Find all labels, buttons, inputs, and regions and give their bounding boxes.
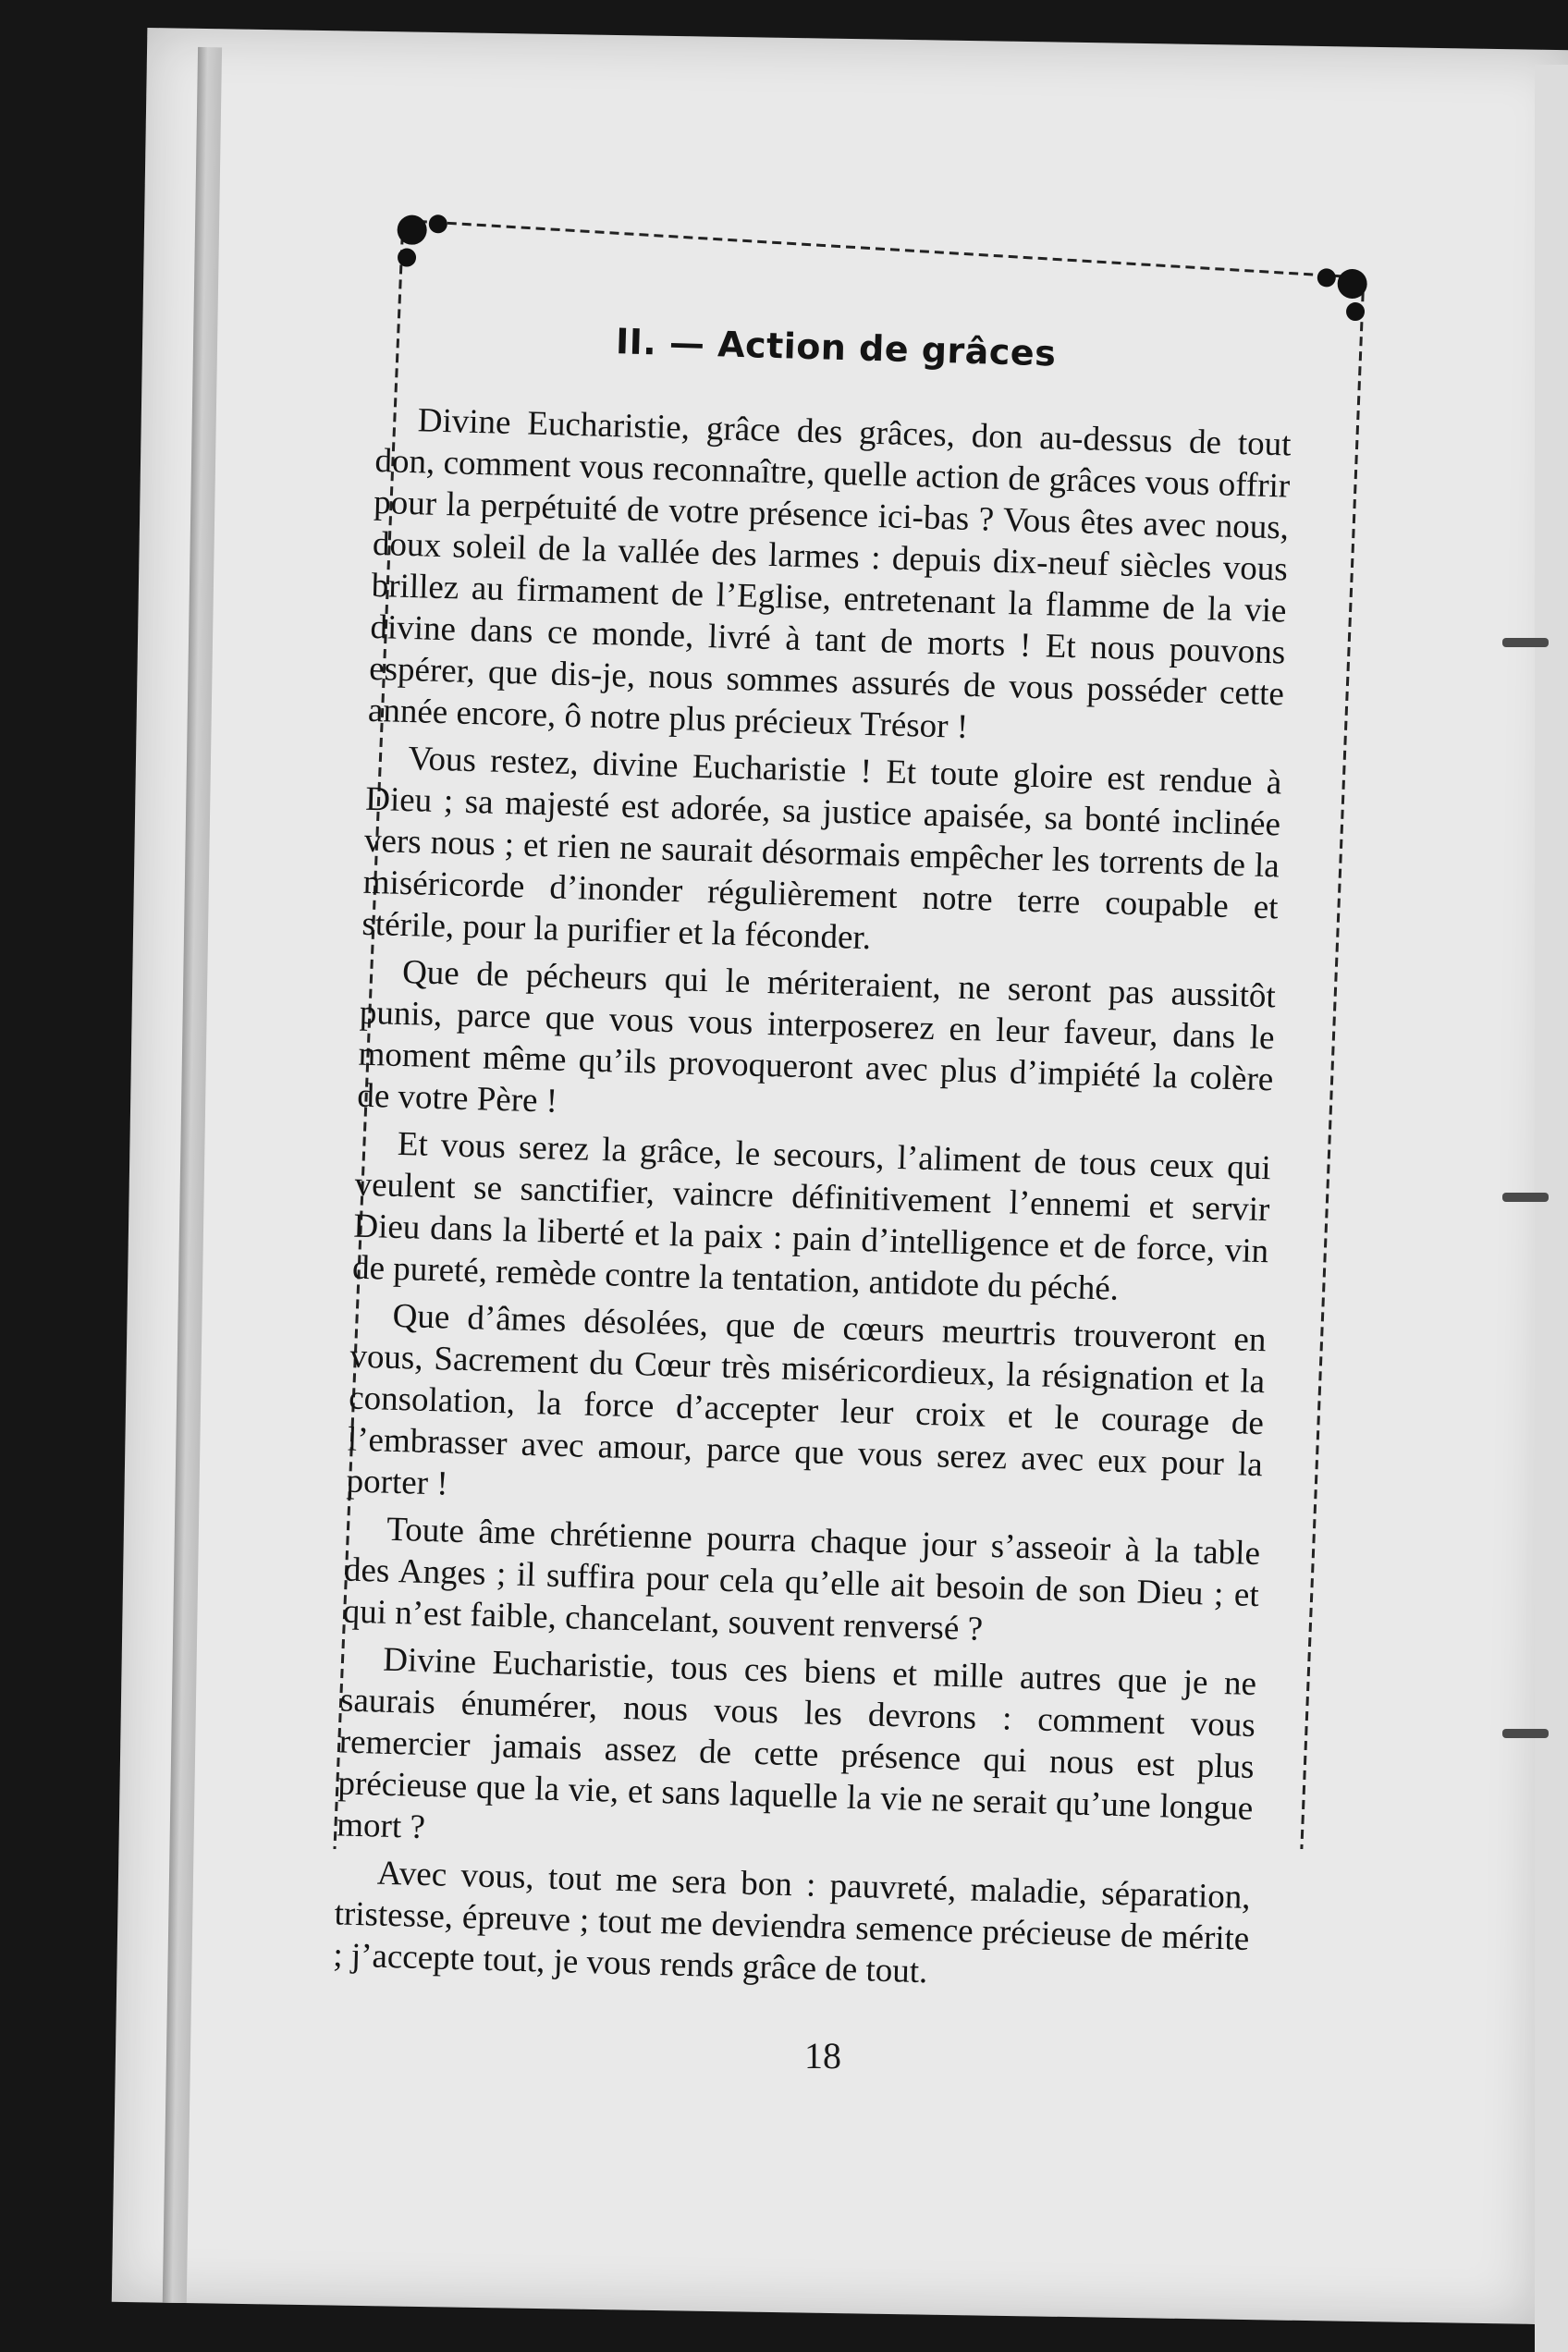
paragraph: Vous restez, divine Eucharistie ! Et toute gloire est rendue à Dieu ; sa majesté est adorée, sa justice apaisée, sa bonté inclinée vers nous ; et rien ne saurait désormais empêcher les torrents de la miséricorde d’inonder régulièrement notre terre coupable et stérile, pour la purifier et la féconder. (361, 740, 1282, 958)
section-heading: II. — Action de grâces (615, 321, 1057, 374)
paragraph: Divine Eucharistie, grâce des grâces, don au-dessus de tout don, comment vous reconnaître, quelle action de grâces vous offrir pour la perpétuité de votre présence ici-bas ? Vous êtes avec nous, doux soleil de la vallée des larmes : depuis dix-neuf siècles vous brillez au firmament de l’Eglise, entretenant la flamme de la vie divine dans ce monde, livré à tant de morts ! Et nous pouvons espérer, que dis-je, nous sommes assurés de vous posséder cette année encore, ô notre plus précieux Trésor ! (367, 401, 1292, 746)
paragraph: Que de pécheurs qui le mériteraient, ne seront pas aussitôt punis, parce que vous vous interposerez en leur faveur, dans le moment même qu’ils provoqueront avec plus d’impiété la colère de votre Père ! (356, 952, 1277, 1121)
paragraph: Et vous serez la grâce, le secours, l’aliment de tous ceux qui veulent se sanctifier, vaincre définitivement l’ennemi et servir Dieu dans la liberté et la paix : pain d’intelligence et de force, vin de pureté, remède contre la tentation, antidote du péché. (351, 1124, 1272, 1308)
paragraph: Que d’âmes désolées, que de cœurs meurtris trouveront en vous, Sacrement du Cœur très miséricordieux, la résignation et la consolation, la force d’accepter leur croix et le courage de l’embrasser avec amour, parce que vous serez avec eux pour la porter ! (346, 1296, 1267, 1503)
paragraph: Toute âme chrétienne pourra chaque jour s’asseoir à la table des Anges ; il suffira pour cela qu’elle ait besoin de son Dieu ; et qui n’est faible, chancelant, souvent renversé ? (342, 1510, 1261, 1648)
binding-stitch (1502, 638, 1549, 647)
paragraph: Divine Eucharistie, tous ces biens et mille autres que je ne saurais énumérer, nous vous les devrons : comment vous remercier jamais assez de cette présence qui nous est plus précieuse que la vie, et sans laquelle la vie ne serait qu’une longue mort ? (336, 1640, 1257, 1847)
facing-page-edge (1535, 65, 1568, 2352)
page-content (333, 314, 1294, 2007)
binding-stitch (1502, 1729, 1549, 1738)
paragraph: Avec vous, tout me sera bon : pauvreté, maladie, séparation, tristesse, épreuve ; tout me deviendra semence précieuse de mérite ; j’accepte tout, je vous rends grâce de tout. (332, 1854, 1252, 1991)
binding-stitch (1502, 1193, 1549, 1202)
page-number: 18 (804, 2035, 841, 2076)
